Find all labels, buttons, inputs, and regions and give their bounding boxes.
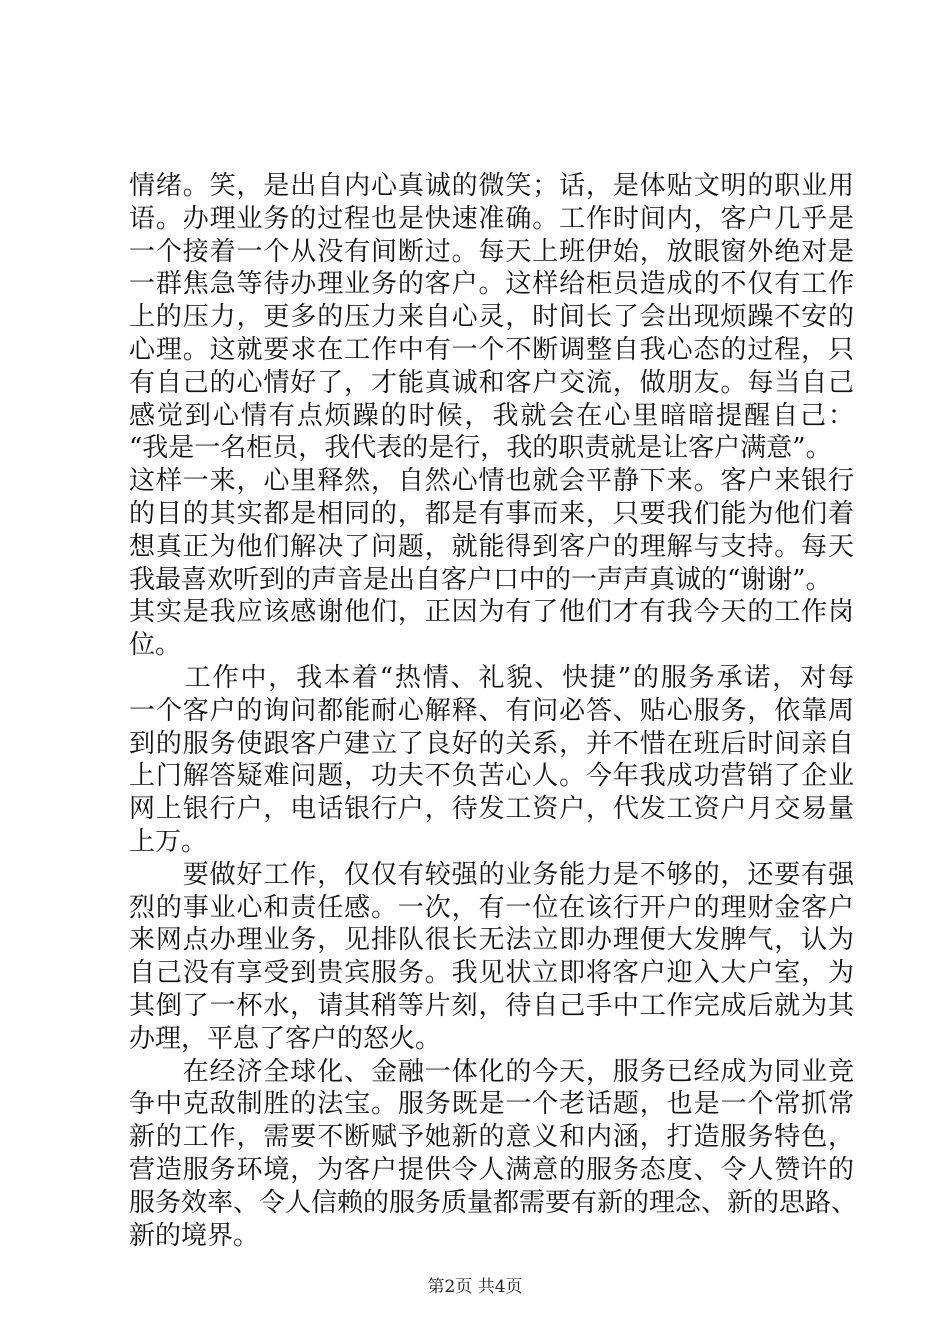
text-line: 烈的事业心和责任感。一次，有一位在该行开户的理财金客户 <box>129 892 854 923</box>
text-line: 其实是我应该感谢他们，正因为有了他们才有我今天的工作岗 <box>129 597 854 628</box>
text-line: 心理。这就要求在工作中有一个不断调整自我心态的过程，只 <box>129 334 854 365</box>
text-line: 来网点办理业务，见排队很长无法立即办理便大发脾气，认为 <box>129 925 854 956</box>
text-line: 服务效率、令人信赖的服务质量都需要有新的理念、新的思路、 <box>129 1187 858 1218</box>
text-line: 一群焦急等待办理业务的客户。这样给柜员造成的不仅有工作 <box>129 269 854 300</box>
text-line: 位。 <box>129 630 182 661</box>
text-line: 我最喜欢听到的声音是出自客户口中的一声声真诚的“谢谢”。 <box>129 564 832 595</box>
text-line: 办理，平息了客户的怒火。 <box>129 1023 442 1054</box>
text-line: 自己没有享受到贵宾服务。我见状立即将客户迎入大户室，为 <box>129 958 854 989</box>
text-line: “我是一名柜员，我代表的是行，我的职责就是让客户满意”。 <box>129 433 832 464</box>
text-line: 网上银行户，电话银行户，待发工资户，代发工资户月交易量 <box>129 794 854 825</box>
text-line: 上的压力，更多的压力来自心灵，时间长了会出现烦躁不安的 <box>129 302 854 333</box>
text-line: 感觉到心情有点烦躁的时候，我就会在心里暗暗提醒自己： <box>129 400 854 431</box>
text-line: 要做好工作，仅仅有较强的业务能力是不够的，还要有强 <box>129 859 854 890</box>
text-line: 营造服务环境，为客户提供令人满意的服务态度、令人赞许的 <box>129 1154 854 1185</box>
text-line: 上门解答疑难问题，功夫不负苦心人。今年我成功营销了企业 <box>129 761 854 792</box>
text-line: 上万。 <box>129 826 208 857</box>
text-line: 一个接着一个从没有间断过。每天上班伊始，放眼窗外绝对是 <box>129 236 854 267</box>
text-line: 一个客户的询问都能耐心解释、有问必答、贴心服务，依靠周 <box>129 695 854 726</box>
page-footer: 第2页 共4页 <box>427 1277 523 1297</box>
body-text <box>129 170 858 1252</box>
text-line: 争中克敌制胜的法宝。服务既是一个老话题，也是一个常抓常 <box>129 1089 854 1120</box>
text-line: 其倒了一杯水，请其稍等片刻，待自己手中工作完成后就为其 <box>129 990 854 1021</box>
text-line: 新的境界。 <box>129 1220 260 1251</box>
text-line: 有自己的心情好了，才能真诚和客户交流，做朋友。每当自己 <box>129 367 854 398</box>
text-line: 在经济全球化、金融一体化的今天，服务已经成为同业竞 <box>129 1056 854 1087</box>
text-line: 到的服务使跟客户建立了良好的关系，并不惜在班后时间亲自 <box>129 728 854 759</box>
text-line: 这样一来，心里释然，自然心情也就会平静下来。客户来银行 <box>129 466 854 497</box>
text-line: 工作中，我本着“热情、礼貌、快捷”的服务承诺，对每 <box>129 662 854 693</box>
text-line: 的目的其实都是相同的，都是有事而来，只要我们能为他们着 <box>129 498 854 529</box>
text-line: 语。办理业务的过程也是快速准确。工作时间内，客户几乎是 <box>129 203 854 234</box>
text-line: 想真正为他们解决了问题，就能得到客户的理解与支持。每天 <box>129 531 854 562</box>
text-line: 情绪。笑，是出自内心真诚的微笑；话，是体贴文明的职业用 <box>129 171 854 201</box>
text-line: 新的工作，需要不断赋予她新的意义和内涵，打造服务特色， <box>129 1122 854 1153</box>
